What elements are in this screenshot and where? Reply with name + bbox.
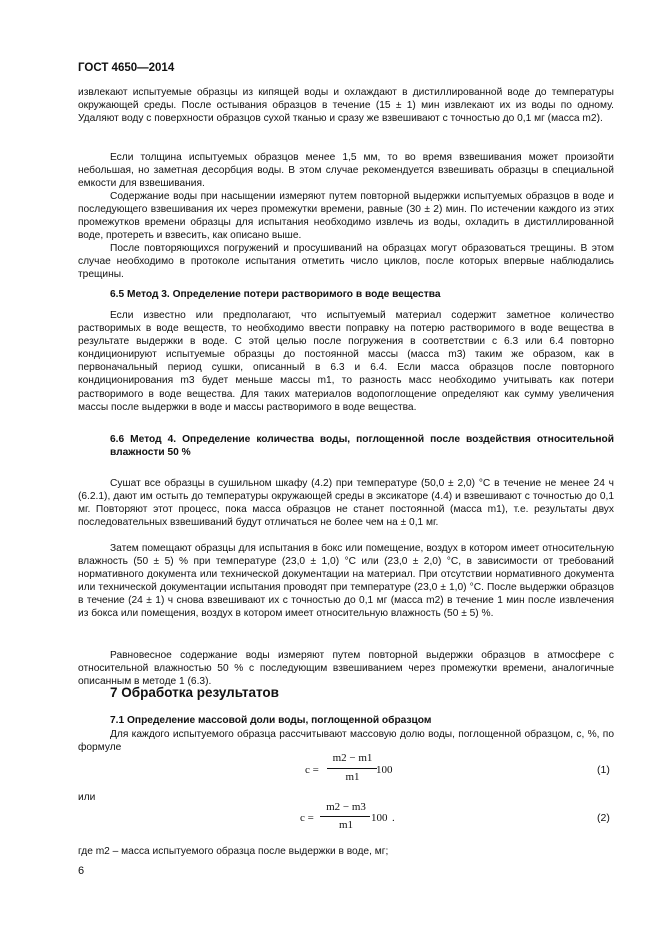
formula-2-factor: 100 bbox=[371, 812, 388, 824]
section-6-5-heading: 6.5 Метод 3. Определение потери растворимого в воде вещества bbox=[110, 289, 441, 300]
page-number: 6 bbox=[78, 865, 85, 877]
formula-2-tail: . bbox=[392, 812, 395, 824]
formula-2-numerator: m2 − m3 bbox=[326, 801, 366, 813]
formula-1-number: (1) bbox=[597, 764, 610, 776]
paragraph-2: Если толщина испытуемых образцов менее 1,5 мм, то во время взвешивания может произойти небольшая, но заметная десорбция воды. В этом случае рекомендуется взвешивать образцы в специальной емкости для взвешивания. bbox=[78, 152, 614, 190]
paragraph-3: Содержание воды при насыщении измеряют путем повторной выдержки испытуемых образцов в воде и последующего взвешивания их через промежутки времени, равные (30 ± 2) мин. По истечении каждого из этих промежутков времени образцы для испытания необходимо извлечь из воды, охладить в дистиллированной воде, протереть и взвесить, как описано выше. bbox=[78, 191, 614, 242]
formula-2-number: (2) bbox=[597, 812, 610, 824]
formula-2-denominator: m1 bbox=[338, 819, 354, 831]
where-definition: где m2 – масса испытуемого образца после выдержки в воде, мг; bbox=[78, 846, 389, 857]
paragraph-8: Равновесное содержание воды измеряют путем повторной выдержки образцов в атмосфере с относительной влажностью 50 % с последующим взвешиванием через промежутки времени, аналогичные описанным в методе 1 (6.3). bbox=[78, 650, 614, 688]
paragraph-6: Сушат все образцы в сушильном шкафу (4.2) при температуре (50,0 ± 2,0) °С в течение не менее 24 ч (6.2.1), дают им остыть до температуры окружающей среды в эксикаторе (4.4) и взвешивают с точностью до 0,1 мг. Повторяют этот процесс, пока масса образцов не станет постоянной (масса m1), т.е. результаты двух последовательных взвешиваний будут отличаться не более чем на ± 0,1 мг. bbox=[78, 478, 614, 529]
paragraph-1: извлекают испытуемые образцы из кипящей воды и охлаждают в дистиллированной воде до температуры окружающей среды. После остывания образцов в течение (15 ± 1) мин извлекают их из воды по одному. Удаляют воду с поверхности образцов сухой тканью и сразу же взвешивают с точностью до 0,1 мг (масса m2). bbox=[78, 87, 614, 125]
formula-1-lhs: c = bbox=[305, 764, 319, 776]
formula-2-fraction-bar bbox=[320, 816, 370, 817]
section-7-heading: 7 Обработка результатов bbox=[110, 685, 279, 700]
paragraph-4: После повторяющихся погружений и просушиваний на образцах могут образоваться трещины. В этом случае необходимо в протоколе испытания отметить число циклов, после которых впервые наблюдались трещины. bbox=[78, 243, 614, 281]
paragraph-9: Для каждого испытуемого образца рассчитывают массовую долю воды, поглощенной образцом, c, %, по формуле bbox=[78, 729, 614, 754]
formula-1-factor: 100 bbox=[376, 764, 393, 776]
standard-header: ГОСТ 4650—2014 bbox=[78, 62, 175, 74]
formula-1-fraction-bar bbox=[327, 768, 377, 769]
formula-1-numerator: m2 − m1 bbox=[332, 752, 373, 764]
section-7-1-heading: 7.1 Определение массовой доли воды, поглощенной образцом bbox=[110, 715, 432, 726]
or-word: или bbox=[78, 792, 96, 803]
formula-1-denominator: m1 bbox=[345, 771, 360, 783]
section-6-6-heading: 6.6 Метод 4. Определение количества воды, поглощенной после воздействия относительной влажности 50 % bbox=[110, 434, 614, 459]
paragraph-5: Если известно или предполагают, что испытуемый материал содержит заметное количество растворимых в воде веществ, то необходимо ввести поправку на потерю растворимого в воде вещества в результате выдержки в воде. С этой целью после погружения в соответствии с 6.3 или 6.4 повторно кондиционируют испытуемые образцы до постоянной массы (масса m3) таким же образом, как в первоначальный период сушки, описанный в 6.3 и 6.4. Если масса образцов после повторного кондиционирования m3 будет меньше массы m1, то разность масс необходимо учитывать как потери растворимого в воде вещества. Для таких материалов водопоглощение определяют как сумму увеличения массы после выдержки в воде и массы растворимого в воде вещества. bbox=[78, 310, 614, 413]
formula-2-lhs: c = bbox=[300, 812, 314, 824]
paragraph-7: Затем помещают образцы для испытания в бокс или помещение, воздух в котором имеет относительную влажность (50 ± 5) % при температуре (23,0 ± 1,0) °С или (23,0 ± 2,0) °С, в зависимости от требований нормативного документа или технической документации на материал. При отсутствии нормативного документа или технической документации испытания проводят при температуре (23,0 ± 1,0) °С. После выдержки образцов в течение (24 ± 1) ч снова взвешивают их с точностью до 0,1 мг (масса m2) в течение 1 мин после извлечения из бокса или помещения, воздух в котором имеет относительную влажность (50 ± 5) %. bbox=[78, 543, 614, 620]
